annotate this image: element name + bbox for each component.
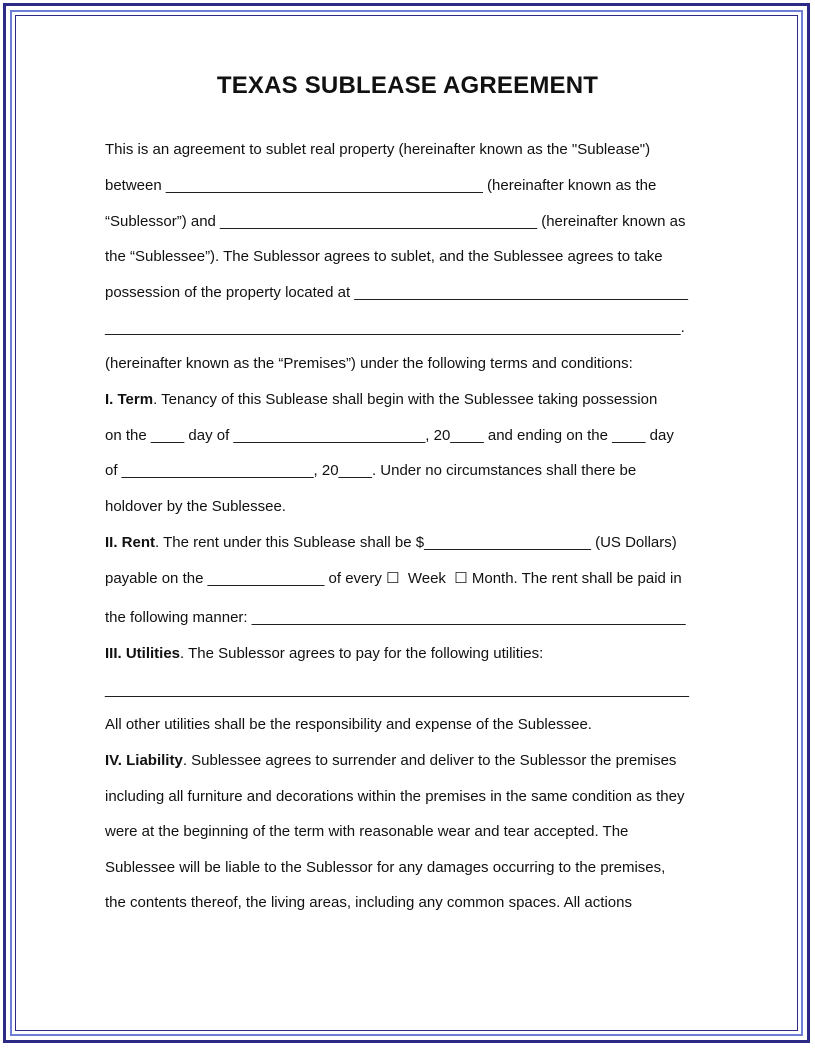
paragraph-line: holdover by the Sublessee.	[105, 498, 286, 515]
section-heading-term: I. Term	[105, 391, 154, 408]
paragraph-line: were at the beginning of the term with reasonable wear and tear accepted. The	[105, 823, 629, 840]
section-heading-liability: IV. Liability	[105, 752, 183, 769]
section-text: . The Sublessor agrees to pay for the following utilities:	[180, 645, 544, 662]
document-title: TEXAS SUBLEASE AGREEMENT	[216, 72, 599, 99]
paragraph-line: This is an agreement to sublet real property (hereinafter known as the "Sublease")	[105, 141, 651, 158]
paragraph-line: Sublessee will be liable to the Sublessor for any damages occurring to the premises,	[105, 859, 666, 876]
section-text: . Sublessee agrees to surrender and deliver to the Sublessor the premises	[182, 752, 677, 769]
paragraph-line: of _______________________, 20____. Under no circumstances shall there be	[105, 462, 637, 479]
paragraph-line: the following manner: ____________________________________________________	[105, 609, 686, 626]
paragraph-line: ______________________________________________________________________	[105, 681, 689, 698]
paragraph-line: possession of the property located at ________________________________________	[105, 284, 689, 301]
section-rent-line	[105, 533, 677, 553]
section-text: . Tenancy of this Sublease shall begin with the Sublessee taking possession	[153, 391, 658, 408]
paragraph-line: including all furniture and decorations within the premises in the same condition as they	[105, 788, 685, 805]
paragraph-line: between ______________________________________ (hereinafter known as the	[105, 177, 657, 194]
section-heading-rent: II. Rent	[105, 534, 156, 551]
paragraph-line: “Sublessor”) and ______________________________________ (hereinafter known as	[105, 213, 686, 230]
section-term-line	[105, 390, 657, 410]
paragraph-line: All other utilities shall be the responsibility and expense of the Sublessee.	[105, 716, 592, 733]
paragraph-line: on the ____ day of _______________________, 20____ and ending on the ____ day	[105, 427, 674, 444]
section-liability-line	[105, 751, 676, 771]
paragraph-line: the contents thereof, the living areas, including any common spaces. All actions	[105, 894, 632, 911]
paragraph-line: the “Sublessee”). The Sublessor agrees to sublet, and the Sublessee agrees to take	[105, 248, 663, 265]
paragraph-line: (hereinafter known as the “Premises”) under the following terms and conditions:	[105, 355, 633, 372]
section-utilities-line	[105, 644, 543, 664]
paragraph-line: _____________________________________________________________________.	[105, 319, 685, 336]
paragraph-line: payable on the ______________ of every ☐ Week ☐ Month. The rent shall be paid in	[105, 570, 682, 587]
section-heading-utilities: III. Utilities	[105, 645, 181, 662]
section-text: . The rent under this Sublease shall be $____________________ (US Dollars)	[155, 534, 677, 551]
